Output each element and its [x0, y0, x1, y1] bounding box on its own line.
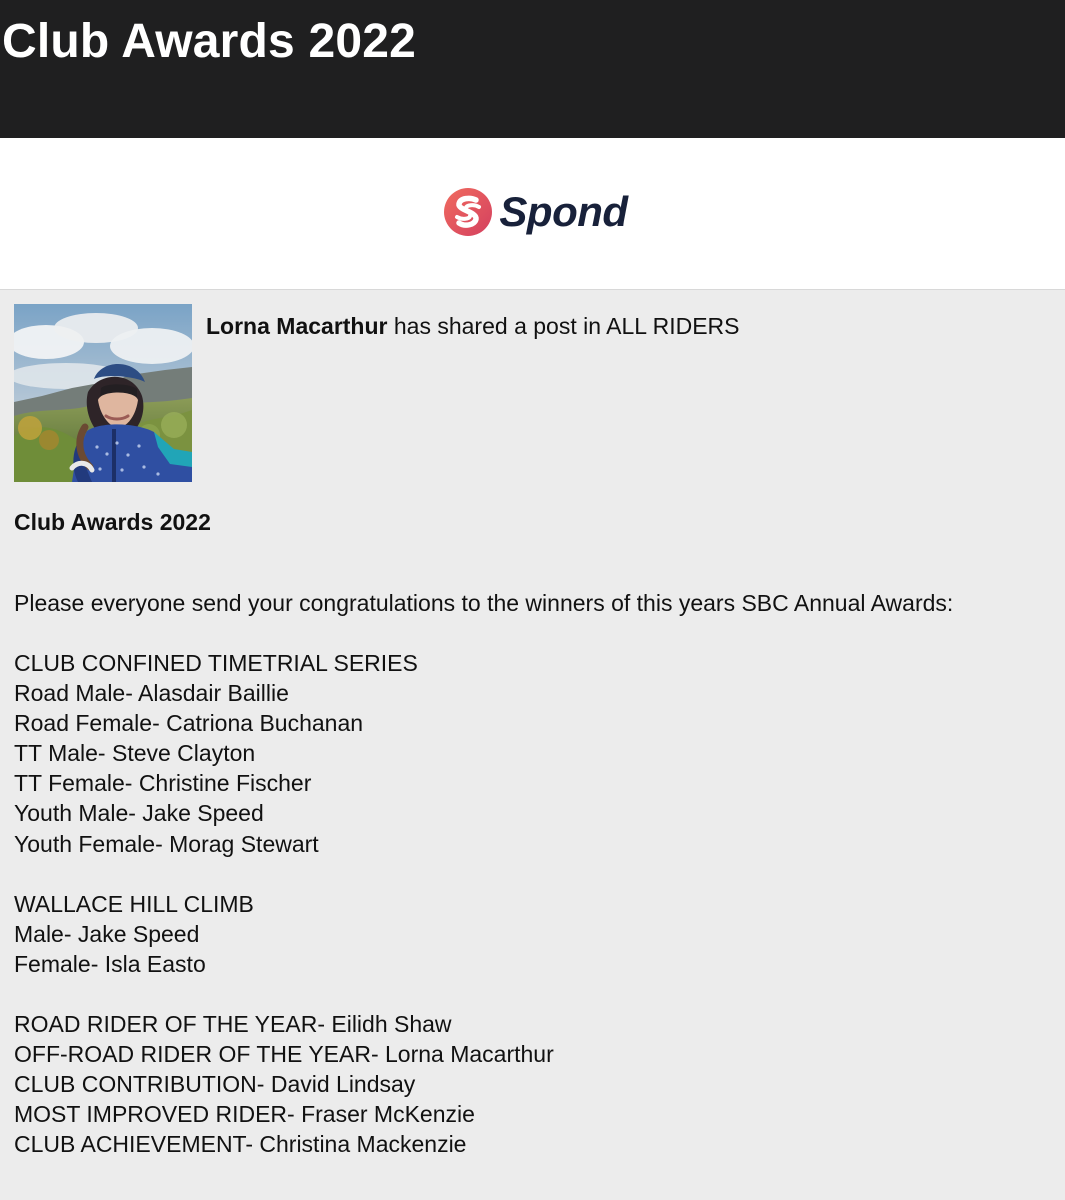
author-name[interactable]: Lorna Macarthur [206, 313, 388, 339]
award-entry: Male- Jake Speed [14, 920, 200, 947]
award-section-hill-climb [14, 889, 1051, 979]
page-title: Club Awards 2022 [2, 15, 417, 68]
award-entry: Youth Male- Jake Speed [14, 800, 264, 827]
award-entry: CLUB CONTRIBUTION- David Lindsay [14, 1071, 416, 1098]
spond-wordmark: Spond [499, 187, 628, 235]
post-title: Club Awards 2022 [14, 509, 211, 535]
award-entry: ROAD RIDER OF THE YEAR- Eilidh Shaw [14, 1010, 452, 1037]
award-entry: Road Female- Catriona Buchanan [14, 710, 364, 737]
top-header-bar [0, 0, 1065, 138]
spond-logo [443, 187, 627, 237]
post-meta [206, 312, 740, 340]
award-entry: CLUB ACHIEVEMENT- Christina Mackenzie [14, 1131, 467, 1158]
award-entry: TT Male- Steve Clayton [14, 740, 256, 767]
award-section-timetrial [14, 648, 1051, 859]
post-intro: Please everyone send your congratulations to the winners of this years SBC Annual Awards: [14, 590, 954, 616]
post-header [14, 304, 1051, 482]
award-entry: Youth Female- Morag Stewart [14, 830, 319, 857]
award-entry: OFF-ROAD RIDER OF THE YEAR- Lorna Macarthur [14, 1041, 554, 1068]
award-section-special-awards [14, 1009, 1051, 1159]
brand-banner [0, 138, 1065, 290]
spond-logo-icon [443, 187, 493, 237]
award-entry: Road Male- Alasdair Baillie [14, 680, 289, 707]
post-content [0, 290, 1065, 1159]
award-entry: Female- Isla Easto [14, 950, 206, 977]
section-heading: CLUB CONFINED TIMETRIAL SERIES [14, 650, 418, 676]
award-entry: MOST IMPROVED RIDER- Fraser McKenzie [14, 1101, 475, 1128]
award-entry: TT Female- Christine Fischer [14, 770, 312, 797]
section-heading: WALLACE HILL CLIMB [14, 890, 254, 917]
avatar[interactable] [14, 304, 192, 482]
shared-post-text: has shared a post in ALL RIDERS [387, 313, 740, 339]
